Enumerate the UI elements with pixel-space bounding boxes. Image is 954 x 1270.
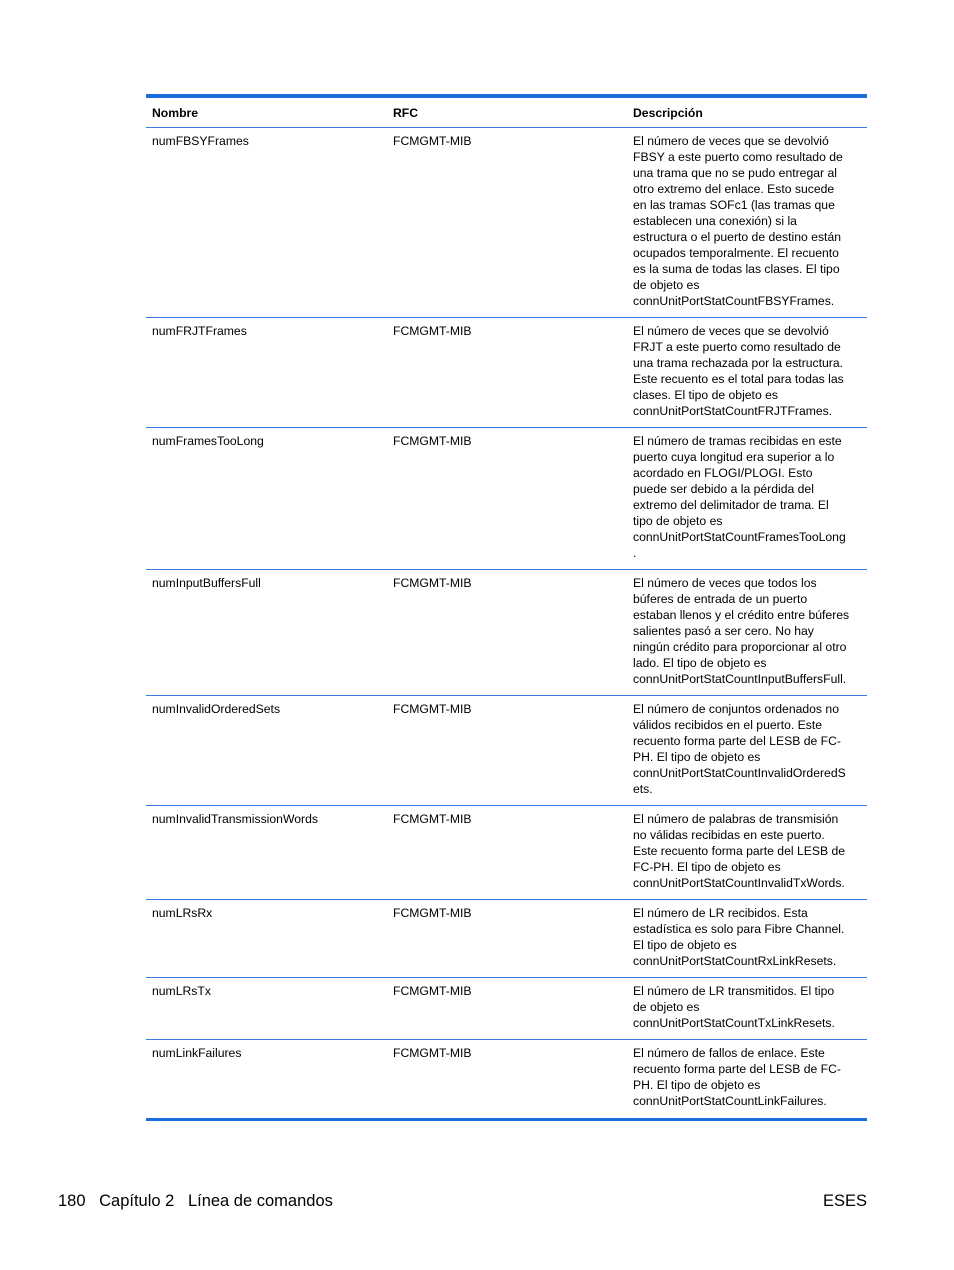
description-line: de objeto es <box>633 1000 700 1014</box>
description-line: búferes de entrada de un puerto <box>633 592 808 606</box>
description-line: recuento forma parte del LESB de FC- <box>633 734 841 748</box>
description-line: lado. El tipo de objeto es <box>633 656 767 670</box>
cell-rfc: FCMGMT-MIB <box>393 812 472 826</box>
description-line: FC-PH. El tipo de objeto es <box>633 860 781 874</box>
description-line: en las tramas SOFc1 (las tramas que <box>633 198 835 212</box>
description-line: de objeto es <box>633 278 700 292</box>
description-line: no válidas recibidas en este puerto. <box>633 828 825 842</box>
description-line: El número de veces que se devolvió <box>633 134 829 148</box>
description-line: FBSY a este puerto como resultado de <box>633 150 843 164</box>
header-rfc: RFC <box>393 106 419 120</box>
table-row <box>146 428 867 570</box>
description-line: es la suma de todas las clases. El tipo <box>633 262 840 276</box>
table-row <box>146 1040 867 1118</box>
header-name: Nombre <box>152 106 199 120</box>
table-row <box>146 978 867 1040</box>
footer-left <box>58 1190 333 1212</box>
cell-rfc: FCMGMT-MIB <box>393 576 472 590</box>
cell-name: numLRsTx <box>152 984 211 998</box>
chapter-label: Capítulo 2 <box>99 1192 175 1210</box>
description-line: recuento forma parte del LESB de FC- <box>633 1062 841 1076</box>
description-line: El número de veces que todos los <box>633 576 817 590</box>
table-row <box>146 570 867 696</box>
description-line: . <box>633 546 637 560</box>
table-row <box>146 900 867 978</box>
cell-name: numInputBuffersFull <box>152 576 261 590</box>
description-line: PH. El tipo de objeto es <box>633 1078 761 1092</box>
table-header-row <box>146 98 867 128</box>
description-line: extremo del delimitador de trama. El <box>633 498 829 512</box>
description-line: una trama rechazada por la estructura. <box>633 356 844 370</box>
table-row <box>146 318 867 428</box>
cell-rfc: FCMGMT-MIB <box>393 906 472 920</box>
description-line: acordado en FLOGI/PLOGI. Esto <box>633 466 813 480</box>
cell-description <box>627 1045 867 1109</box>
cell-description <box>627 811 867 891</box>
description-line: PH. El tipo de objeto es <box>633 750 761 764</box>
description-line: connUnitPortStatCountFBSYFrames. <box>633 294 835 308</box>
cell-description <box>627 433 867 561</box>
cell-name: numInvalidOrderedSets <box>152 702 281 716</box>
cell-name: numFramesTooLong <box>152 434 264 448</box>
description-line: connUnitPortStatCountTxLinkResets. <box>633 1016 835 1030</box>
table-row <box>146 696 867 806</box>
description-line: ocupados temporalmente. El recuento <box>633 246 839 260</box>
description-line: tipo de objeto es <box>633 514 723 528</box>
description-line: El número de palabras de transmisión <box>633 812 839 826</box>
description-line: El tipo de objeto es <box>633 938 737 952</box>
description-line: connUnitPortStatCountInvalidTxWords. <box>633 876 845 890</box>
table-body <box>146 128 867 1118</box>
description-line: Este recuento forma parte del LESB de <box>633 844 846 858</box>
cell-description <box>627 701 867 797</box>
page-number: 180 <box>58 1192 86 1210</box>
description-line: El número de LR transmitidos. El tipo <box>633 984 835 998</box>
cell-description <box>627 983 867 1031</box>
description-line: clases. El tipo de objeto es <box>633 388 778 402</box>
description-line: puede ser debido a la pérdida del <box>633 482 814 496</box>
snmp-statistics-table <box>146 94 867 1121</box>
description-line: establecen una conexión) si la <box>633 214 797 228</box>
cell-description <box>627 905 867 969</box>
description-line: connUnitPortStatCountInputBuffersFull. <box>633 672 847 686</box>
cell-description <box>627 133 867 309</box>
cell-rfc: FCMGMT-MIB <box>393 1046 472 1060</box>
description-line: válidos recibidos en el puerto. Este <box>633 718 823 732</box>
cell-rfc: FCMGMT-MIB <box>393 984 472 998</box>
description-line: El número de veces que se devolvió <box>633 324 829 338</box>
description-line: otro extremo del enlace. Esto sucede <box>633 182 835 196</box>
description-line: El número de fallos de enlace. Este <box>633 1046 825 1060</box>
cell-rfc: FCMGMT-MIB <box>393 134 472 148</box>
header-description: Descripción <box>633 106 703 120</box>
description-line: El número de conjuntos ordenados no <box>633 702 839 716</box>
description-line: FRJT a este puerto como resultado de <box>633 340 841 354</box>
description-line: connUnitPortStatCountLinkFailures. <box>633 1094 827 1108</box>
cell-description <box>627 575 867 687</box>
description-line: connUnitPortStatCountRxLinkResets. <box>633 954 837 968</box>
cell-rfc: FCMGMT-MIB <box>393 324 472 338</box>
cell-name: numLRsRx <box>152 906 213 920</box>
description-line: puerto cuya longitud era superior a lo <box>633 450 835 464</box>
description-line: ets. <box>633 782 653 796</box>
cell-name: numFRJTFrames <box>152 324 247 338</box>
description-line: estructura o el puerto de destino están <box>633 230 841 244</box>
cell-description <box>627 323 867 419</box>
description-line: connUnitPortStatCountInvalidOrderedS <box>633 766 846 780</box>
cell-rfc: FCMGMT-MIB <box>393 434 472 448</box>
description-line: salientes pasó a ser cero. No hay <box>633 624 814 638</box>
table-row <box>146 806 867 900</box>
description-line: Este recuento es el total para todas las <box>633 372 844 386</box>
cell-name: numFBSYFrames <box>152 134 249 148</box>
description-line: una trama que no se pudo entregar al <box>633 166 837 180</box>
chapter-title: Línea de comandos <box>187 1192 333 1210</box>
description-line: connUnitPortStatCountFRJTFrames. <box>633 404 833 418</box>
description-line: ningún crédito para proporcionar al otro <box>633 640 847 654</box>
cell-name: numLinkFailures <box>152 1046 242 1060</box>
cell-name: numInvalidTransmissionWords <box>152 812 318 826</box>
description-line: connUnitPortStatCountFramesTooLong <box>633 530 846 544</box>
footer-right-label: ESES <box>822 1192 867 1210</box>
cell-rfc: FCMGMT-MIB <box>393 702 472 716</box>
page-footer <box>58 1190 867 1212</box>
table-bottom-rule <box>146 1118 867 1121</box>
table-row <box>146 128 867 318</box>
description-line: estadística es solo para Fibre Channel. <box>633 922 845 936</box>
description-line: estaban llenos y el crédito entre búferes <box>633 608 850 622</box>
description-line: El número de tramas recibidas en este <box>633 434 842 448</box>
description-line: El número de LR recibidos. Esta <box>633 906 808 920</box>
